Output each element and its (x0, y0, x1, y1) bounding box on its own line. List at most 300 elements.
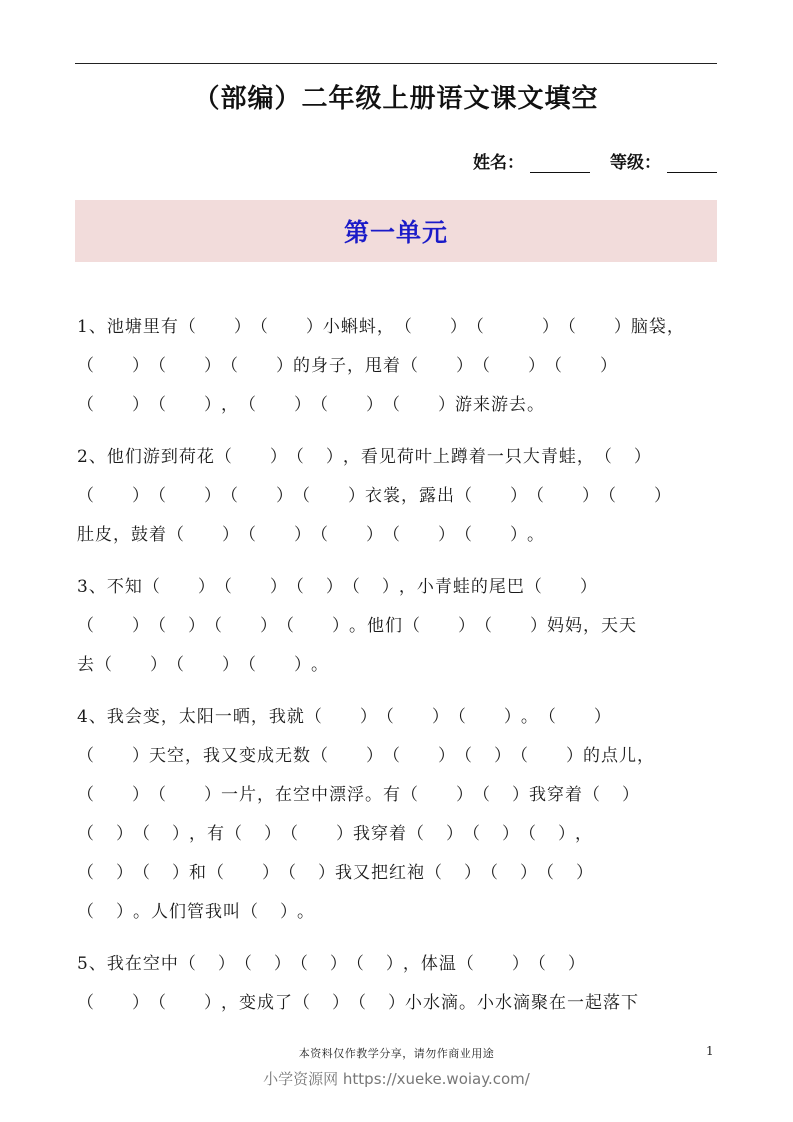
fill-in-blank[interactable] (343, 572, 399, 602)
right-paren: ） (510, 486, 528, 506)
left-paren: （ (448, 707, 467, 727)
left-paren: （ (455, 486, 473, 506)
right-paren: ） (366, 525, 384, 545)
left-paren: （ (214, 447, 233, 467)
left-paren: （ (511, 746, 529, 766)
right-paren: ） (276, 356, 294, 376)
fill-in-blank[interactable] (349, 988, 405, 1018)
right-paren: ） (294, 655, 312, 675)
right-paren: ） (332, 616, 350, 636)
question-text: 。人们管我叫 (133, 902, 241, 922)
fill-in-blank[interactable] (311, 520, 383, 550)
fill-in-blank[interactable] (511, 741, 583, 771)
left-paren: （ (133, 863, 151, 883)
question-text: ，看见荷叶上蹲着一只大青蛙， (342, 447, 595, 467)
left-paren: （ (346, 954, 365, 974)
left-paren: （ (167, 525, 185, 545)
fill-in-blank[interactable] (529, 949, 585, 979)
fill-in-blank[interactable] (347, 949, 403, 979)
left-paren: （ (455, 746, 473, 766)
left-paren: （ (466, 317, 485, 337)
fill-in-blank[interactable] (449, 702, 521, 732)
left-paren: （ (538, 707, 557, 727)
fill-in-blank[interactable] (239, 650, 311, 680)
left-paren: （ (455, 525, 473, 545)
right-paren: ） (325, 577, 344, 597)
right-paren: ） (385, 954, 404, 974)
fill-in-blank[interactable] (215, 442, 287, 472)
left-paren: （ (311, 395, 329, 415)
left-paren: （ (537, 863, 555, 883)
fill-in-blank[interactable] (77, 858, 133, 888)
right-paren: ） (197, 577, 216, 597)
right-paren: ） (273, 954, 292, 974)
left-paren: （ (401, 356, 419, 376)
fill-in-blank[interactable] (401, 351, 473, 381)
left-paren: （ (178, 954, 197, 974)
left-paren: （ (221, 486, 239, 506)
question-text: 。他们 (349, 616, 403, 636)
left-paren: （ (241, 902, 259, 922)
fill-in-blank[interactable] (599, 481, 671, 511)
right-paren: ） (188, 616, 206, 636)
right-paren: ） (388, 993, 406, 1013)
left-paren: （ (234, 954, 253, 974)
fill-in-blank[interactable] (463, 819, 519, 849)
question-text: 和 (189, 863, 207, 883)
left-paren: （ (599, 486, 617, 506)
right-paren: ） (260, 616, 278, 636)
left-paren: （ (77, 395, 95, 415)
fill-in-blank[interactable] (467, 312, 559, 342)
question-1 (77, 312, 737, 429)
left-paren: （ (207, 863, 225, 883)
right-paren: ） (132, 356, 150, 376)
question-text: ，变成了 (221, 993, 293, 1013)
left-paren: （ (463, 824, 481, 844)
right-paren: ） (633, 447, 652, 467)
fill-in-blank[interactable] (95, 650, 167, 680)
left-paren: （ (239, 395, 257, 415)
right-paren: ） (458, 616, 476, 636)
question-line (77, 572, 737, 611)
question-4 (77, 702, 737, 936)
right-paren: ） (502, 824, 520, 844)
right-paren: ） (222, 525, 240, 545)
right-paren: ） (204, 993, 222, 1013)
left-paren: （ (133, 824, 151, 844)
left-paren: （ (77, 616, 95, 636)
left-paren: （ (383, 395, 401, 415)
fill-in-blank[interactable] (383, 741, 455, 771)
left-paren: （ (558, 317, 577, 337)
left-paren: （ (290, 954, 309, 974)
left-paren: （ (149, 616, 167, 636)
right-paren: ） (438, 395, 456, 415)
fill-in-blank[interactable] (287, 572, 343, 602)
fill-in-blank[interactable] (149, 611, 205, 641)
fill-in-blank[interactable] (311, 390, 383, 420)
fill-in-blank[interactable] (455, 520, 527, 550)
right-paren: ） (222, 655, 240, 675)
question-line (77, 949, 737, 988)
question-3 (77, 572, 737, 689)
fill-in-blank[interactable] (215, 572, 287, 602)
right-paren: ） (567, 954, 586, 974)
question-text: 妈妈，天天 (547, 616, 637, 636)
question-text: 脑袋， (630, 317, 685, 337)
fill-in-blank[interactable] (425, 858, 481, 888)
fill-in-blank[interactable] (149, 988, 221, 1018)
right-paren: ） (520, 863, 538, 883)
right-paren: ） (132, 486, 150, 506)
left-paren: （ (304, 707, 323, 727)
left-paren: （ (481, 863, 499, 883)
right-paren: ） (233, 317, 252, 337)
left-paren: （ (407, 824, 425, 844)
right-paren: ） (528, 356, 546, 376)
right-paren: ） (541, 317, 560, 337)
question-text: 的身子，甩着 (293, 356, 401, 376)
question-text: ， (575, 824, 593, 844)
right-paren: ） (132, 616, 150, 636)
fill-in-blank[interactable] (279, 858, 335, 888)
fill-in-blank[interactable] (545, 351, 617, 381)
right-paren: ） (366, 746, 384, 766)
left-paren: （ (214, 577, 233, 597)
fill-in-blank[interactable] (277, 611, 349, 641)
footer-note: 本资料仅作教学分享，请勿作商业用途 (298, 1047, 495, 1060)
left-paren: （ (425, 863, 443, 883)
fill-in-blank[interactable] (287, 442, 343, 472)
right-paren: ） (204, 395, 222, 415)
fill-in-blank[interactable] (133, 819, 189, 849)
left-paren: （ (149, 785, 167, 805)
right-paren: ） (579, 577, 598, 597)
unit-title: 第一单元 (343, 218, 448, 247)
fill-in-blank[interactable] (383, 390, 455, 420)
left-paren: （ (545, 356, 563, 376)
fill-in-blank[interactable] (221, 351, 293, 381)
question-line (77, 988, 737, 1027)
fill-in-blank[interactable] (77, 741, 149, 771)
left-paren: （ (77, 902, 95, 922)
name-label: 姓名： (473, 153, 524, 173)
fill-in-blank[interactable] (241, 897, 297, 927)
question-line (77, 351, 737, 390)
header-rule (75, 63, 717, 64)
right-paren: ） (204, 785, 222, 805)
left-paren: （ (250, 317, 269, 337)
left-paren: （ (77, 486, 95, 506)
fill-in-blank[interactable] (291, 949, 347, 979)
left-paren: （ (277, 616, 295, 636)
left-paren: （ (279, 863, 297, 883)
right-paren: ） (494, 746, 512, 766)
left-paren: （ (95, 655, 113, 675)
left-paren: （ (394, 317, 413, 337)
right-paren: ） (366, 395, 384, 415)
question-line (77, 702, 737, 741)
left-paren: （ (281, 824, 299, 844)
question-text: 5、我在空中 (77, 954, 179, 974)
question-line (77, 819, 737, 858)
question-text: 。 (311, 655, 329, 675)
left-paren: （ (311, 525, 329, 545)
left-paren: （ (77, 356, 95, 376)
right-paren: ） (464, 863, 482, 883)
question-2 (77, 442, 737, 559)
right-paren: ） (348, 486, 366, 506)
right-paren: ） (582, 486, 600, 506)
fill-in-blank[interactable] (583, 780, 639, 810)
fill-in-blank[interactable] (77, 351, 149, 381)
fill-in-blank[interactable] (395, 312, 467, 342)
left-paren: （ (527, 486, 545, 506)
question-text: 衣裳，露出 (365, 486, 455, 506)
fill-in-blank[interactable] (77, 988, 149, 1018)
fill-in-blank[interactable] (401, 780, 473, 810)
left-paren: （ (403, 616, 421, 636)
fill-in-blank[interactable] (77, 390, 149, 420)
fill-in-blank[interactable] (149, 780, 221, 810)
fill-in-blank[interactable] (77, 897, 133, 927)
fill-in-blank[interactable] (457, 949, 529, 979)
right-paren: ） (449, 317, 468, 337)
question-text: ，有 (189, 824, 225, 844)
right-paren: ） (305, 317, 324, 337)
question-line (77, 312, 737, 351)
fill-in-blank[interactable] (481, 858, 537, 888)
right-paren: ） (329, 954, 348, 974)
left-paren: （ (77, 746, 95, 766)
question-line (77, 481, 737, 520)
fill-in-blank[interactable] (179, 949, 235, 979)
question-text: ，小青蛙的尾巴 (398, 577, 525, 597)
left-paren: （ (383, 746, 401, 766)
fill-in-blank[interactable] (133, 858, 189, 888)
right-paren: ） (116, 902, 134, 922)
fill-in-blank[interactable] (143, 572, 215, 602)
right-paren: ） (456, 356, 474, 376)
right-paren: ） (204, 356, 222, 376)
fill-in-blank[interactable] (239, 520, 311, 550)
right-paren: ） (456, 785, 474, 805)
left-paren: （ (473, 785, 491, 805)
fill-in-blank[interactable] (281, 819, 353, 849)
fill-in-blank[interactable] (77, 611, 149, 641)
fill-in-blank[interactable] (311, 741, 383, 771)
grade-field[interactable] (667, 152, 717, 173)
right-paren: ） (446, 824, 464, 844)
question-line (77, 650, 737, 689)
left-paren: （ (524, 577, 543, 597)
fill-in-blank[interactable] (221, 481, 293, 511)
right-paren: ） (269, 447, 288, 467)
question-text: ， (221, 395, 239, 415)
right-paren: ） (318, 863, 336, 883)
question-text: 天空，我又变成无数 (149, 746, 311, 766)
fill-in-blank[interactable] (473, 351, 545, 381)
right-paren: ） (530, 616, 548, 636)
left-paren: （ (349, 993, 367, 1013)
question-text: 去 (77, 655, 95, 675)
grade-label: 等级： (610, 153, 661, 173)
right-paren: ） (116, 863, 134, 883)
left-paren: （ (221, 356, 239, 376)
question-line (77, 858, 737, 897)
name-field[interactable] (530, 152, 590, 173)
fill-in-blank[interactable] (559, 312, 631, 342)
left-paren: （ (342, 577, 361, 597)
fill-in-blank[interactable] (77, 481, 149, 511)
left-paren: （ (286, 447, 305, 467)
right-paren: ） (172, 863, 190, 883)
fill-in-blank[interactable] (595, 442, 651, 472)
left-paren: （ (401, 785, 419, 805)
document-title: （部编）二年级上册语文课文填空 (193, 84, 599, 114)
right-paren: ） (150, 655, 168, 675)
left-paren: （ (225, 824, 243, 844)
question-5 (77, 949, 737, 1027)
unit-banner (75, 200, 717, 262)
right-paren: ） (217, 954, 236, 974)
right-paren: ） (269, 577, 288, 597)
right-paren: ） (576, 863, 594, 883)
fill-in-blank[interactable] (293, 481, 365, 511)
left-paren: （ (239, 655, 257, 675)
right-paren: ） (132, 785, 150, 805)
right-paren: ） (359, 707, 378, 727)
fill-in-blank[interactable] (403, 611, 475, 641)
question-text: 小水滴。小水滴聚在一起落下 (405, 993, 639, 1013)
right-paren: ） (438, 746, 456, 766)
name-grade-fields (473, 148, 717, 173)
right-paren: ） (294, 525, 312, 545)
fill-in-blank[interactable] (473, 780, 529, 810)
question-text: 。 (520, 707, 539, 727)
fill-in-blank[interactable] (77, 780, 149, 810)
right-paren: ） (503, 707, 522, 727)
right-paren: ） (600, 356, 618, 376)
right-paren: ） (381, 577, 400, 597)
fill-in-blank[interactable] (205, 611, 277, 641)
left-paren: （ (167, 655, 185, 675)
left-paren: （ (149, 395, 167, 415)
question-text: 。 (527, 525, 545, 545)
left-paren: （ (383, 525, 401, 545)
question-text: 2、他们游到荷花 (77, 447, 215, 467)
fill-in-blank[interactable] (539, 702, 611, 732)
left-paren: （ (473, 356, 491, 376)
fill-in-blank[interactable] (179, 312, 251, 342)
fill-in-blank[interactable] (455, 481, 527, 511)
right-paren: ） (294, 395, 312, 415)
question-line (77, 520, 737, 559)
fill-in-blank[interactable] (475, 611, 547, 641)
right-paren: ） (654, 486, 672, 506)
right-paren: ） (510, 525, 528, 545)
question-text: 。 (297, 902, 315, 922)
watermark-link: 小学资源网 https://xueke.woiay.com/ (263, 1070, 530, 1088)
fill-in-blank[interactable] (383, 520, 455, 550)
left-paren: （ (149, 356, 167, 376)
fill-in-blank[interactable] (305, 702, 377, 732)
question-text: 小蝌蚪， (322, 317, 395, 337)
question-text: 我又把红袍 (335, 863, 425, 883)
fill-in-blank[interactable] (293, 988, 349, 1018)
right-paren: ） (132, 993, 150, 1013)
left-paren: （ (594, 447, 613, 467)
right-paren: ） (262, 863, 280, 883)
left-paren: （ (583, 785, 601, 805)
fill-in-blank[interactable] (207, 858, 279, 888)
left-paren: （ (519, 824, 537, 844)
left-paren: （ (456, 954, 475, 974)
fill-in-blank[interactable] (149, 390, 221, 420)
right-paren: ） (566, 746, 584, 766)
right-paren: ） (613, 317, 632, 337)
fill-in-blank[interactable] (235, 949, 291, 979)
left-paren: （ (475, 616, 493, 636)
question-line (77, 390, 737, 429)
right-paren: ） (593, 707, 612, 727)
fill-in-blank[interactable] (519, 819, 575, 849)
right-paren: ） (336, 824, 354, 844)
fill-in-blank[interactable] (149, 481, 221, 511)
fill-in-blank[interactable] (239, 390, 311, 420)
fill-in-blank[interactable] (537, 858, 593, 888)
right-paren: ） (132, 746, 150, 766)
left-paren: （ (293, 486, 311, 506)
question-text: 肚皮，鼓着 (77, 525, 167, 545)
fill-in-blank[interactable] (455, 741, 511, 771)
question-text: 我穿着 (353, 824, 407, 844)
fill-in-blank[interactable] (149, 351, 221, 381)
fill-in-blank[interactable] (407, 819, 463, 849)
right-paren: ） (204, 486, 222, 506)
left-paren: （ (311, 746, 329, 766)
left-paren: （ (77, 993, 95, 1013)
question-text: 我穿着 (529, 785, 583, 805)
right-paren: ） (132, 395, 150, 415)
question-line (77, 611, 737, 650)
question-text: 1、池塘里有 (77, 317, 179, 337)
fill-in-blank[interactable] (77, 819, 133, 849)
fill-in-blank[interactable] (167, 650, 239, 680)
left-paren: （ (293, 993, 311, 1013)
fill-in-blank[interactable] (225, 819, 281, 849)
right-paren: ） (332, 993, 350, 1013)
left-paren: （ (205, 616, 223, 636)
left-paren: （ (286, 577, 305, 597)
question-text: 一片，在空中漂浮。有 (221, 785, 401, 805)
fill-in-blank[interactable] (527, 481, 599, 511)
fill-in-blank[interactable] (525, 572, 597, 602)
question-line (77, 442, 737, 481)
left-paren: （ (149, 993, 167, 1013)
fill-in-blank[interactable] (167, 520, 239, 550)
fill-in-blank[interactable] (251, 312, 323, 342)
right-paren: ） (431, 707, 450, 727)
right-paren: ） (622, 785, 640, 805)
right-paren: ） (325, 447, 344, 467)
fill-in-blank[interactable] (377, 702, 449, 732)
right-paren: ） (438, 525, 456, 545)
question-line (77, 897, 737, 936)
question-line (77, 780, 737, 819)
left-paren: （ (77, 785, 95, 805)
